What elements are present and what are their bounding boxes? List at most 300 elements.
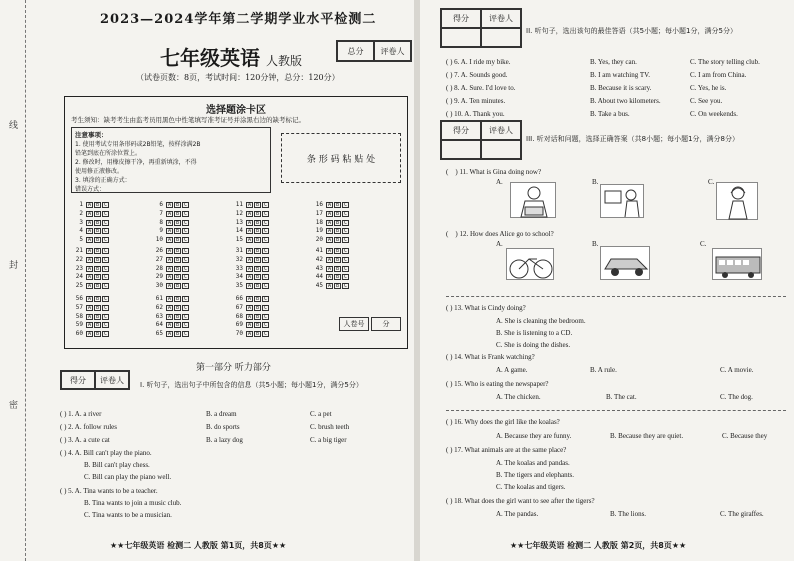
exam-info: （试卷页数：8页，考试时间：120分钟，总分：120分）: [136, 73, 340, 82]
answer-bubble[interactable]: C: [183, 219, 187, 226]
bubble-row: [231, 247, 270, 256]
answer-bubble[interactable]: C: [103, 274, 107, 281]
answer-bubble[interactable]: B: [175, 313, 179, 320]
question-number: 7: [159, 209, 163, 217]
car-picture: [600, 246, 650, 280]
answer-bubble[interactable]: C: [343, 228, 347, 235]
answer-bubble[interactable]: A: [87, 219, 91, 226]
question-option: C. See you.: [690, 97, 723, 105]
answer-bubble[interactable]: C: [263, 313, 267, 320]
answer-bubble[interactable]: C: [263, 296, 267, 302]
question-option: A. She is cleaning the bedroom.: [496, 317, 586, 325]
answer-bubble[interactable]: A: [87, 304, 91, 311]
answer-bubble[interactable]: A: [327, 248, 331, 254]
answer-bubble[interactable]: A: [247, 322, 251, 329]
answer-bubble[interactable]: B: [255, 313, 259, 320]
question-number: 42: [315, 255, 323, 263]
question-option: B. Tina wants to join a music club.: [84, 499, 182, 507]
exam-subtitle: [160, 42, 302, 71]
bubble-column: [71, 247, 110, 291]
bubble-column: [71, 201, 110, 245]
question-option: ( ) 2. A. follow rules: [60, 423, 117, 431]
bubble-row: [151, 210, 190, 219]
bubble-row: [231, 201, 270, 210]
bubble-row: [71, 313, 110, 322]
question-option: C. I am from China.: [690, 71, 747, 79]
answer-bubble[interactable]: A: [327, 283, 331, 290]
answer-bubble[interactable]: A: [247, 228, 251, 235]
question-number: 25: [75, 282, 83, 290]
answer-bubble[interactable]: B: [335, 237, 339, 244]
answer-bubble[interactable]: B: [175, 322, 179, 329]
bubble-row: [71, 304, 110, 313]
answer-bubble[interactable]: C: [103, 265, 107, 272]
answer-bubble[interactable]: B: [95, 304, 99, 311]
answer-bubble[interactable]: A: [87, 322, 91, 329]
answer-bubble[interactable]: A: [87, 202, 91, 208]
answer-sheet-title: 选择题涂卡区: [206, 105, 266, 116]
answer-bubble[interactable]: B: [175, 283, 179, 290]
section-two-instructions: II. 听句子，选出该句的最佳答语（共5小题；每小题1分，满分5分）: [526, 27, 737, 35]
answer-bubble[interactable]: B: [255, 248, 259, 254]
answer-bubble[interactable]: A: [87, 248, 91, 254]
instructions-title: 注意事项：: [75, 131, 108, 139]
answer-bubble[interactable]: B: [335, 210, 339, 217]
answer-sheet: [64, 96, 408, 349]
grader-label: 评卷人: [95, 371, 129, 389]
instruction-line: 错误方式：: [75, 186, 106, 193]
answer-bubble[interactable]: C: [103, 202, 107, 208]
question-number: 43: [315, 264, 323, 272]
answer-bubble[interactable]: B: [255, 274, 259, 281]
answer-bubble[interactable]: A: [87, 283, 91, 290]
answer-bubble[interactable]: C: [343, 248, 347, 254]
question-option: A. A game.: [496, 366, 528, 374]
question-number: 45: [315, 282, 323, 290]
question-number: 34: [235, 273, 243, 281]
answer-bubble[interactable]: A: [167, 331, 171, 338]
question-option: C. Because they: [722, 432, 768, 440]
answer-bubble[interactable]: A: [167, 313, 171, 320]
bubble-row: [151, 247, 190, 256]
question-number: 19: [315, 227, 323, 235]
answer-bubble[interactable]: B: [335, 228, 339, 235]
question-number: 9: [159, 227, 163, 235]
score-cell[interactable]: [441, 28, 481, 47]
grader-label: 评卷人: [481, 121, 521, 140]
question-number: 65: [155, 330, 163, 338]
question-number: 22: [75, 255, 83, 263]
answer-bubble[interactable]: C: [183, 313, 187, 320]
answer-bubble[interactable]: A: [87, 274, 91, 281]
question-number: 21: [75, 247, 83, 254]
question-number: 17: [315, 209, 323, 217]
question-14: ( ) 14. What is Frank watching?: [446, 353, 535, 361]
answer-bubble[interactable]: C: [103, 210, 107, 217]
answer-bubble[interactable]: B: [255, 331, 259, 338]
answer-bubble[interactable]: C: [263, 228, 267, 235]
answer-bubble[interactable]: B: [255, 228, 259, 235]
bike-picture: [506, 248, 554, 280]
answer-bubble[interactable]: C: [103, 331, 107, 338]
answer-bubble[interactable]: C: [263, 210, 267, 217]
question-option: C. Tina wants to be a musician.: [84, 511, 172, 519]
question-number: 20: [315, 236, 323, 244]
answer-bubble[interactable]: B: [95, 210, 99, 217]
question-number: 32: [235, 255, 243, 263]
grader-label: 评卷人: [481, 9, 521, 28]
answer-bubble[interactable]: C: [263, 202, 267, 208]
bubble-row: [231, 219, 270, 228]
question-number: 10: [155, 236, 163, 244]
bubble-row: [71, 273, 110, 282]
answer-bubble[interactable]: C: [343, 265, 347, 272]
bubble-row: [231, 282, 270, 291]
answer-bubble[interactable]: A: [247, 219, 251, 226]
answer-bubble[interactable]: A: [167, 265, 171, 272]
answer-bubble[interactable]: A: [327, 210, 331, 217]
bubble-row: [151, 256, 190, 265]
answer-bubble[interactable]: A: [247, 237, 251, 244]
answer-bubble[interactable]: A: [327, 237, 331, 244]
answer-bubble[interactable]: C: [103, 248, 107, 254]
answer-bubble[interactable]: B: [175, 265, 179, 272]
answer-bubble[interactable]: A: [247, 283, 251, 290]
bubble-row: [151, 227, 190, 236]
answer-bubble[interactable]: A: [87, 296, 91, 302]
question-number: 18: [315, 218, 323, 226]
section-three-instructions: III. 听对话和问题，选择正确答案（共8小题；每小题1分，满分8分）: [526, 135, 740, 143]
answer-bubble[interactable]: B: [335, 219, 339, 226]
answer-bubble[interactable]: C: [343, 283, 347, 290]
answer-bubble[interactable]: C: [183, 304, 187, 311]
answer-bubble[interactable]: A: [87, 313, 91, 320]
answer-bubble[interactable]: A: [327, 274, 331, 281]
answer-bubble[interactable]: B: [335, 265, 339, 272]
answer-bubble[interactable]: A: [167, 274, 171, 281]
answer-bubble[interactable]: C: [263, 322, 267, 329]
answer-bubble[interactable]: C: [183, 210, 187, 217]
bubble-row: [71, 201, 110, 210]
question-option: B. She is listening to a CD.: [496, 329, 573, 337]
question-number: 16: [315, 201, 323, 208]
answer-bubble[interactable]: A: [167, 304, 171, 311]
answer-bubble[interactable]: A: [87, 210, 91, 217]
answer-bubble[interactable]: C: [263, 304, 267, 311]
bubble-column: [311, 201, 350, 245]
question-option: A. The pandas.: [496, 510, 539, 518]
bubble-row: [151, 321, 190, 330]
bubble-row: [151, 273, 190, 282]
bubble-row: [231, 321, 270, 330]
answer-bubble[interactable]: A: [167, 283, 171, 290]
answer-bubble[interactable]: C: [183, 331, 187, 338]
answer-bubble[interactable]: B: [255, 296, 259, 302]
answer-bubble[interactable]: A: [87, 256, 91, 263]
answer-bubble[interactable]: C: [183, 228, 187, 235]
question-option: ( ) 7. A. Sounds good.: [446, 71, 508, 79]
answer-bubble[interactable]: A: [247, 304, 251, 311]
answer-bubble[interactable]: C: [263, 331, 267, 338]
answer-bubble[interactable]: B: [175, 304, 179, 311]
answer-bubble[interactable]: C: [103, 304, 107, 311]
answer-bubble[interactable]: B: [255, 210, 259, 217]
question-number: 58: [75, 312, 83, 320]
answer-bubble[interactable]: B: [175, 219, 179, 226]
answer-bubble[interactable]: B: [335, 283, 339, 290]
question-option: B. The cat.: [606, 393, 637, 401]
question-number: 44: [315, 273, 323, 281]
answer-bubble[interactable]: A: [247, 331, 251, 338]
answer-bubble[interactable]: C: [103, 256, 107, 263]
answer-bubble[interactable]: B: [335, 274, 339, 281]
answer-bubble[interactable]: A: [247, 265, 251, 272]
answer-bubble[interactable]: C: [263, 283, 267, 290]
side-label: 人卷号: [339, 317, 369, 331]
answer-bubble[interactable]: C: [343, 219, 347, 226]
question-text: 12. How does Alice go to school?: [459, 230, 554, 238]
answer-bubble[interactable]: A: [247, 210, 251, 217]
answer-bubble[interactable]: C: [263, 274, 267, 281]
question-option: B. I am watching TV.: [590, 71, 651, 79]
total-score-label: 总分: [337, 41, 374, 61]
question-option: A. The koalas and pandas.: [496, 459, 570, 467]
question-number: 24: [75, 273, 83, 281]
answer-bubble[interactable]: A: [167, 219, 171, 226]
answer-bubble[interactable]: A: [327, 219, 331, 226]
answer-bubble[interactable]: C: [263, 248, 267, 254]
answer-bubble[interactable]: A: [327, 265, 331, 272]
answer-bubble[interactable]: A: [167, 228, 171, 235]
question-number: 4: [79, 227, 83, 235]
question-option: C. The story telling club.: [690, 58, 760, 66]
divider: [446, 296, 786, 297]
computer-girl-picture: [600, 184, 644, 218]
answer-bubble[interactable]: B: [255, 219, 259, 226]
answer-bubble[interactable]: C: [103, 296, 107, 302]
answer-bubble[interactable]: A: [87, 331, 91, 338]
question-16: ( ) 16. Why does the girl like the koalas?: [446, 418, 560, 426]
answer-bubble[interactable]: B: [175, 202, 179, 208]
pic-label: C.: [700, 240, 707, 248]
answer-bubble[interactable]: B: [175, 256, 179, 263]
question-option: B. The lions.: [610, 510, 647, 518]
answer-bubble[interactable]: C: [263, 219, 267, 226]
answer-bubble[interactable]: A: [247, 202, 251, 208]
question-option: B. do sports: [206, 423, 240, 431]
answer-bubble[interactable]: A: [87, 265, 91, 272]
answer-bubble[interactable]: A: [167, 248, 171, 254]
answer-bubble[interactable]: B: [175, 296, 179, 302]
answer-bubble[interactable]: B: [95, 331, 99, 338]
bubble-row: [311, 273, 350, 282]
answer-bubble[interactable]: A: [327, 202, 331, 208]
bubble-column: [231, 247, 270, 291]
answer-bubble[interactable]: B: [95, 265, 99, 272]
question-option: A. The chicken.: [496, 393, 541, 401]
question-number: 66: [235, 295, 243, 302]
answer-bubble[interactable]: C: [343, 274, 347, 281]
question-number: 30: [155, 282, 163, 290]
question-option: B. Because it is scary.: [590, 84, 652, 92]
binding-label: 封: [7, 260, 17, 269]
question-option: ( ) 3. A. a cute cat: [60, 436, 110, 444]
pic-label: B.: [592, 178, 599, 186]
answer-bubble[interactable]: C: [343, 202, 347, 208]
question-option: C. a pet: [310, 410, 332, 418]
answer-bubble[interactable]: A: [167, 322, 171, 329]
answer-bubble[interactable]: B: [255, 283, 259, 290]
answer-bubble[interactable]: C: [103, 228, 107, 235]
answer-bubble[interactable]: A: [247, 274, 251, 281]
question-number: 3: [79, 218, 83, 226]
bubble-column: [151, 295, 190, 339]
answer-bubble[interactable]: B: [95, 296, 99, 302]
answer-bubble[interactable]: B: [255, 202, 259, 208]
question-number: 11: [235, 201, 243, 208]
answer-bubble[interactable]: B: [175, 237, 179, 244]
question-option: C. The dog.: [720, 393, 753, 401]
bubble-row: [231, 313, 270, 322]
answer-bubble[interactable]: B: [175, 248, 179, 254]
answer-bubble[interactable]: C: [263, 256, 267, 263]
answer-bubble[interactable]: B: [95, 322, 99, 329]
answer-bubble[interactable]: A: [247, 248, 251, 254]
answer-bubble[interactable]: C: [343, 210, 347, 217]
barcode-area: 条 形 码 粘 贴 处: [281, 133, 401, 183]
bubble-column: [151, 247, 190, 291]
question-number: 6: [159, 201, 163, 208]
answer-bubble[interactable]: B: [95, 313, 99, 320]
question-number: 70: [235, 330, 243, 338]
question-number: 2: [79, 209, 83, 217]
bubble-row: [151, 295, 190, 304]
answer-bubble[interactable]: A: [87, 228, 91, 235]
question-number: 63: [155, 312, 163, 320]
bubble-column: [231, 295, 270, 339]
answer-bubble[interactable]: B: [175, 331, 179, 338]
answer-bubble[interactable]: C: [103, 313, 107, 320]
question-option: B. Because they are quiet.: [610, 432, 684, 440]
answer-bubble[interactable]: C: [103, 322, 107, 329]
answer-bubble[interactable]: C: [183, 237, 187, 244]
question-text: 11. What is Gina doing now?: [459, 168, 542, 176]
question-option: B. Take a bus.: [590, 110, 630, 118]
exam-page-2: [420, 0, 794, 561]
answer-bubble[interactable]: A: [167, 256, 171, 263]
bubble-row: [71, 330, 110, 339]
answer-bubble[interactable]: B: [255, 265, 259, 272]
answer-bubble[interactable]: A: [167, 202, 171, 208]
answer-bubble[interactable]: A: [327, 228, 331, 235]
part-one-title: 第一部分 听力部分: [196, 363, 271, 373]
answer-bubble[interactable]: B: [335, 248, 339, 254]
total-score-box: [336, 40, 412, 62]
answer-bubble[interactable]: C: [183, 274, 187, 281]
answer-bubble[interactable]: C: [183, 283, 187, 290]
bubble-row: [151, 219, 190, 228]
question-option: C. A movie.: [720, 366, 754, 374]
grader-cell[interactable]: [481, 140, 521, 159]
answer-bubble[interactable]: B: [95, 228, 99, 235]
bubble-column: [231, 201, 270, 245]
answer-bubble[interactable]: B: [255, 304, 259, 311]
bubble-row: [311, 265, 350, 274]
question-number: 57: [75, 303, 83, 311]
score-cell[interactable]: [441, 140, 481, 159]
answer-bubble[interactable]: B: [95, 202, 99, 208]
question-12: ( ) 12. How does Alice go to school?: [446, 230, 554, 238]
answer-bubble[interactable]: A: [167, 237, 171, 244]
answer-bubble[interactable]: C: [343, 256, 347, 263]
answer-bubble[interactable]: B: [335, 202, 339, 208]
bus-picture: [712, 248, 762, 280]
answer-bubble[interactable]: B: [255, 322, 259, 329]
bubble-row: [71, 219, 110, 228]
score-label: 得分: [61, 371, 95, 389]
answer-bubble[interactable]: C: [183, 322, 187, 329]
answer-bubble[interactable]: C: [183, 296, 187, 302]
answer-bubble[interactable]: B: [95, 248, 99, 254]
answer-bubble[interactable]: C: [183, 248, 187, 254]
bubble-row: [231, 273, 270, 282]
answer-bubble[interactable]: A: [247, 256, 251, 263]
answer-bubble[interactable]: A: [247, 296, 251, 302]
answer-bubble[interactable]: B: [255, 237, 259, 244]
bubble-row: [71, 210, 110, 219]
answer-bubble[interactable]: C: [103, 283, 107, 290]
answer-bubble[interactable]: B: [95, 274, 99, 281]
answer-bubble[interactable]: B: [255, 256, 259, 263]
answer-bubble[interactable]: C: [183, 202, 187, 208]
score-label: 得分: [441, 121, 481, 140]
answer-bubble[interactable]: B: [95, 237, 99, 244]
grader-cell[interactable]: [481, 28, 521, 47]
question-option: C. She is doing the dishes.: [496, 341, 571, 349]
answer-bubble[interactable]: B: [175, 228, 179, 235]
answer-bubble[interactable]: C: [183, 256, 187, 263]
answer-bubble[interactable]: B: [95, 256, 99, 263]
question-option: B. a dream: [206, 410, 237, 418]
question-number: 33: [235, 264, 243, 272]
answer-bubble[interactable]: A: [327, 256, 331, 263]
instruction-line: 1. 使用考试专用条形码或2B铅笔，按样涂满2B: [75, 141, 201, 148]
answer-bubble[interactable]: A: [167, 210, 171, 217]
question-option: ( ) 8. A. Sure. I'd love to.: [446, 84, 516, 92]
answer-bubble[interactable]: C: [263, 265, 267, 272]
answer-bubble[interactable]: B: [95, 283, 99, 290]
answer-bubble[interactable]: B: [175, 274, 179, 281]
answer-bubble[interactable]: B: [335, 256, 339, 263]
answer-bubble[interactable]: C: [103, 237, 107, 244]
question-option: ( ) 1. A. a river: [60, 410, 102, 418]
answer-bubble[interactable]: C: [343, 237, 347, 244]
question-number: 67: [235, 303, 243, 311]
answer-bubble[interactable]: A: [87, 237, 91, 244]
answer-bubble[interactable]: B: [175, 210, 179, 217]
bubble-row: [311, 227, 350, 236]
answer-bubble[interactable]: B: [95, 219, 99, 226]
answer-bubble[interactable]: A: [167, 296, 171, 302]
answer-bubble[interactable]: C: [263, 237, 267, 244]
score-label: 得分: [441, 9, 481, 28]
question-18: ( ) 18. What does the girl want to see after the tigers?: [446, 497, 595, 505]
question-number: 59: [75, 321, 83, 329]
answer-bubble[interactable]: C: [183, 265, 187, 272]
answer-bubble[interactable]: C: [103, 219, 107, 226]
bubble-row: [231, 304, 270, 313]
answer-bubble[interactable]: A: [247, 313, 251, 320]
